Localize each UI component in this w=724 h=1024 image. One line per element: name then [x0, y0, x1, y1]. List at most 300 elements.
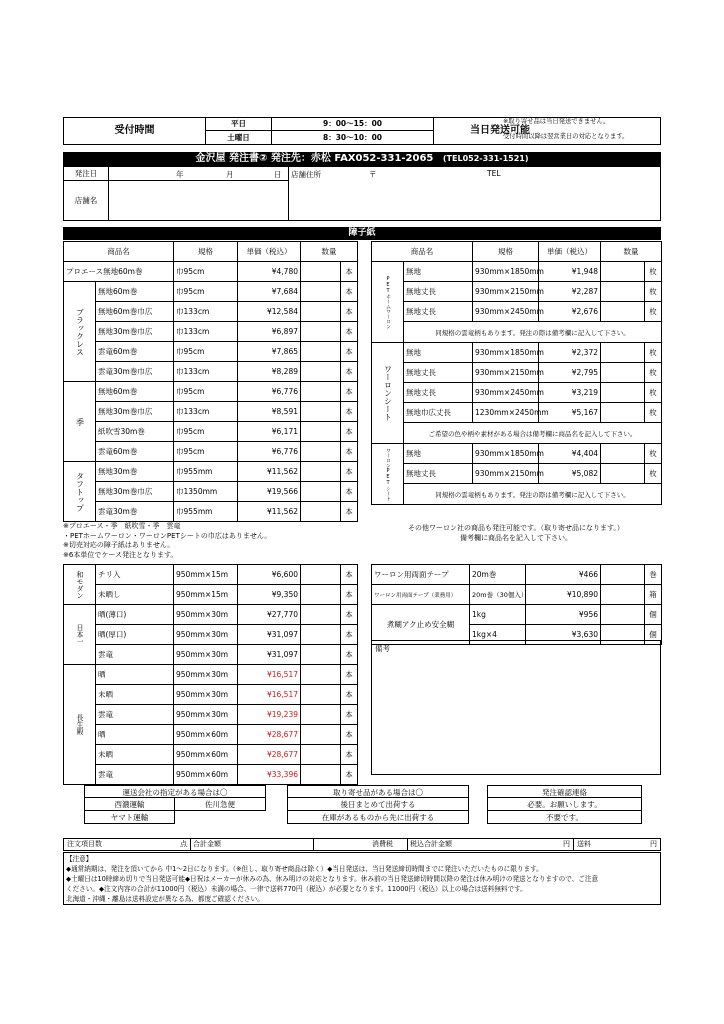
product-price: ¥4,404	[539, 444, 601, 464]
product-price: ¥6,776	[238, 382, 301, 402]
product-spec: 930mm×2150mm	[473, 282, 539, 302]
header-notes	[503, 117, 663, 141]
unit-label: 本	[341, 462, 358, 482]
product-price: ¥5,082	[539, 464, 601, 484]
confirm-option-needed[interactable]: 必要。お願いします。	[487, 798, 642, 811]
product-price: ¥466	[526, 565, 601, 585]
product-spec: 巾95cm	[174, 262, 238, 282]
product-spec: 1kg	[470, 605, 526, 625]
reception-label: 受付時間	[64, 118, 206, 144]
note-line: ※切売対応の障子紙はありません。	[63, 541, 175, 549]
group-label: 和モダン	[64, 565, 96, 605]
product-spec: 950mm×30m	[174, 645, 238, 665]
table-row	[64, 665, 358, 685]
qty-input[interactable]	[301, 342, 341, 362]
qty-input[interactable]	[301, 322, 341, 342]
unit-label: 本	[341, 482, 358, 502]
unit-label: 個	[645, 605, 662, 625]
table-row	[372, 585, 662, 605]
product-name: 無地30m巻	[96, 462, 174, 482]
shipping-label: 送料	[577, 840, 591, 848]
note-line: ※6本単位でケース発注となります。	[63, 550, 178, 559]
unit-label: 本	[341, 705, 358, 725]
qty-input[interactable]	[301, 382, 341, 402]
unit-label: 個	[645, 625, 662, 645]
qty-input[interactable]	[301, 282, 341, 302]
unit-label: 本	[341, 685, 358, 705]
product-spec: 950mm×15m	[174, 585, 238, 605]
product-name: 無地	[404, 444, 473, 464]
product-spec: 20m巻	[470, 565, 526, 585]
unit-label: 本	[341, 502, 358, 522]
product-price: ¥31,097	[238, 625, 301, 645]
table-row	[64, 362, 358, 382]
tax-label: 消費税	[372, 840, 393, 848]
product-price: ¥5,167	[539, 403, 601, 423]
unit-label: 本	[341, 422, 358, 442]
qty-input[interactable]	[301, 625, 341, 645]
confirm-title: 発注確認連絡	[487, 785, 642, 798]
product-name: 晒(厚口)	[96, 625, 174, 645]
product-name: 無地丈長	[404, 383, 473, 403]
table-row	[64, 585, 358, 605]
backorder-option-later[interactable]: 後日まとめて出荷する	[287, 798, 469, 811]
product-price: ¥2,795	[539, 363, 601, 383]
grand-yen: 円	[563, 840, 570, 848]
qty-input[interactable]	[301, 645, 341, 665]
items-count-field[interactable]	[64, 839, 191, 850]
note-line: ※プロエース・季 紙吹雪・季 雲竜	[63, 522, 181, 530]
table-row	[64, 462, 358, 482]
caution-line: ください。◆注文内容の合計が11000円（税込）未満の場合、一律で送料770円（税込）が必要となります。11000円（税込）以上の場合は送料無料です。	[66, 885, 527, 893]
qty-input[interactable]	[301, 585, 341, 605]
product-name: 紙吹雪30m巻	[96, 422, 174, 442]
carrier-option-sagawa[interactable]: 佐川急便	[175, 798, 266, 811]
table-row	[64, 565, 358, 585]
product-price: ¥28,677	[238, 725, 301, 745]
same-day-label: 当日発送可能	[470, 125, 530, 136]
product-name: 雲竜60m巻	[96, 442, 174, 462]
confirm-option-not-needed[interactable]: 不要です。	[487, 811, 642, 824]
product-spec: 930mm×1850mm	[473, 343, 539, 363]
unit-label: 枚	[645, 262, 662, 282]
unit-label: 巻	[645, 565, 662, 585]
product-price: ¥11,562	[238, 462, 301, 482]
table-row	[372, 302, 662, 322]
product-name: 無地丈長	[404, 302, 473, 322]
product-name: 未晒	[96, 685, 174, 705]
unit-label: 本	[341, 302, 358, 322]
table-row	[64, 625, 358, 645]
title-tel: (TEL052-331-1521)	[442, 154, 529, 163]
product-name: 未晒し	[96, 585, 174, 605]
table-row	[64, 282, 358, 302]
table-row	[372, 363, 662, 383]
product-name: 煮糊アク止め安全糊	[372, 605, 470, 645]
table-row	[64, 482, 358, 502]
table-row	[64, 605, 358, 625]
product-price: ¥8,591	[238, 402, 301, 422]
unit-label: 枚	[645, 383, 662, 403]
product-spec: 巾133cm	[174, 322, 238, 342]
product-price: ¥28,677	[238, 745, 301, 765]
product-name: 無地60m巻巾広	[96, 302, 174, 322]
table-row	[372, 605, 662, 625]
group-note: 同規格の雲竜柄もあります。発注の際は備考欄に記入して下さい。	[404, 322, 662, 343]
product-name: 晒	[96, 725, 174, 745]
group-label: ワーロンPETシート	[372, 444, 404, 505]
qty-input[interactable]	[301, 462, 341, 482]
title-bar	[63, 152, 661, 166]
product-price: ¥16,517	[238, 685, 301, 705]
product-name: 無地30m巻巾広	[96, 402, 174, 422]
product-price: ¥2,676	[539, 302, 601, 322]
unit-label: 枚	[645, 363, 662, 383]
fusuma-table	[63, 564, 358, 785]
table-row	[64, 442, 358, 462]
header-price: 単価（税込）	[238, 242, 301, 262]
product-price: ¥3,219	[539, 383, 601, 403]
items-unit: 点	[180, 840, 187, 848]
qty-input[interactable]	[301, 442, 341, 462]
product-spec: 930mm×2450mm	[473, 383, 539, 403]
qty-input[interactable]	[301, 685, 341, 705]
product-spec: 巾955mm	[174, 462, 238, 482]
weekday-label: 平日	[206, 118, 272, 131]
carrier-option-yamato[interactable]: ヤマト運輸	[84, 811, 175, 824]
group-label: 日本一	[64, 605, 96, 665]
unit-label: 箱	[645, 585, 662, 605]
product-name: 無地60m巻	[96, 282, 174, 302]
qty-input[interactable]	[301, 262, 341, 282]
header-qty: 数量	[601, 242, 662, 262]
product-name: 雲竜30m巻巾広	[96, 362, 174, 382]
items-label: 注文項目数	[67, 840, 102, 848]
product-name: 雲竜	[96, 765, 174, 785]
table-row	[372, 383, 662, 403]
product-price: ¥27,770	[238, 605, 301, 625]
unit-label: 枚	[645, 444, 662, 464]
qty-input[interactable]	[301, 745, 341, 765]
product-name: 無地丈長	[404, 464, 473, 484]
backorder-option-stock-first[interactable]: 在庫があるものから先に出荷する	[287, 811, 469, 824]
table-header-row	[372, 242, 662, 262]
unit-label: 枚	[645, 464, 662, 484]
unit-label: 本	[341, 342, 358, 362]
group-label: ワーロンシート	[372, 343, 404, 444]
product-spec: 950mm×30m	[174, 665, 238, 685]
qty-input[interactable]	[301, 725, 341, 745]
product-price: ¥6,776	[238, 442, 301, 462]
remarks-box[interactable]	[371, 640, 661, 775]
product-spec: 930mm×1850mm	[473, 262, 539, 282]
table-row	[372, 464, 662, 484]
qty-input[interactable]	[601, 282, 645, 302]
qty-input[interactable]	[601, 585, 645, 605]
qty-input[interactable]	[301, 502, 341, 522]
unit-label: 枚	[645, 403, 662, 423]
product-name: 無地丈長	[404, 363, 473, 383]
shipping-field[interactable]	[574, 839, 660, 850]
order-info	[63, 166, 661, 221]
qty-input[interactable]	[301, 482, 341, 502]
qty-input[interactable]	[301, 765, 341, 785]
table-row	[64, 765, 358, 785]
table-row	[64, 705, 358, 725]
product-name: 無地巾広丈長	[404, 403, 473, 423]
shoji-right-note-1: その他ワーロン社の商品も発注可能です。（取り寄せ品になります。）	[408, 524, 624, 532]
shoji-left-notes	[63, 522, 363, 560]
table-row	[64, 422, 358, 442]
unit-label: 枚	[645, 343, 662, 363]
unit-label: 本	[341, 262, 358, 282]
table-row	[64, 645, 358, 665]
qty-input[interactable]	[601, 464, 645, 484]
product-name: 雲竜	[96, 645, 174, 665]
qty-input[interactable]	[601, 302, 645, 322]
qty-input[interactable]	[601, 605, 645, 625]
note-line: ・PETホームワーロン・ワーロンPETシートの巾広はありません。	[63, 531, 272, 540]
product-price: ¥12,584	[238, 302, 301, 322]
product-price: ¥7,865	[238, 342, 301, 362]
product-price: ¥6,600	[238, 565, 301, 585]
unit-label: 本	[341, 665, 358, 685]
product-price: ¥6,171	[238, 422, 301, 442]
product-name: 晒	[96, 665, 174, 685]
total-label: 合計金額	[193, 840, 221, 848]
product-spec: 950mm×15m	[174, 565, 238, 585]
group-label: タフトップ	[64, 462, 96, 522]
caution-line: ◆土曜日は10時締め切りで当日発送可能◆日祝はメーカーが休みの為、休み明けの対応となります。休み前の当日発送締切時間以降の発注は休み明けの発送となりますので、ご注意	[66, 875, 599, 883]
unit-label: 本	[341, 605, 358, 625]
product-spec: 950mm×30m	[174, 705, 238, 725]
product-spec: 巾95cm	[174, 282, 238, 302]
product-spec: 巾133cm	[174, 302, 238, 322]
order-date-label: 発注日	[64, 167, 109, 181]
product-name: 雲竜	[96, 705, 174, 725]
shoji-left-table	[63, 241, 358, 522]
backorder-box	[287, 785, 469, 824]
product-price: ¥8,289	[238, 362, 301, 382]
shoji-section-header: 障子紙	[63, 227, 661, 240]
qty-input[interactable]	[301, 422, 341, 442]
table-row	[372, 343, 662, 363]
unit-label: 本	[341, 725, 358, 745]
product-spec: 930mm×1850mm	[473, 444, 539, 464]
product-price: ¥31,097	[238, 645, 301, 665]
shipping-yen: 円	[650, 840, 657, 848]
caution-line: ◆通常納期は、発注を頂いてから 中1〜2日になります。（※但し、取り寄せ商品は除く）◆当日発送は、当日発送締切時間までに発注いただいたものに限ります。	[66, 865, 543, 873]
product-spec: 930mm×2450mm	[473, 302, 539, 322]
month-label: 月	[226, 170, 234, 179]
address-field[interactable]	[289, 167, 660, 220]
header-spec: 規格	[473, 242, 539, 262]
day-label: 日	[274, 170, 282, 179]
grand-label: 税込合計金額	[410, 840, 452, 848]
header-note-1: ※取り寄せ品は当日発送できません。	[503, 118, 610, 125]
product-name: プロエース無地60m巻	[64, 262, 174, 282]
table-row	[64, 402, 358, 422]
shoji-right-note-2: 備考欄に商品名を記入して下さい。	[460, 533, 572, 542]
product-price: ¥4,780	[238, 262, 301, 282]
product-price: ¥9,350	[238, 585, 301, 605]
product-price: ¥6,897	[238, 322, 301, 342]
product-spec: 巾955mm	[174, 502, 238, 522]
table-row	[64, 302, 358, 322]
product-name: ワーロン用両面テープ（業務用）	[372, 585, 470, 605]
weekday-hours: 9：00〜15：00	[272, 118, 434, 131]
unit-label: 本	[341, 765, 358, 785]
tel-label: TEL	[487, 169, 501, 178]
table-row	[64, 262, 358, 282]
qty-input[interactable]	[601, 444, 645, 464]
product-name: チリ入	[96, 565, 174, 585]
product-spec: 950mm×30m	[174, 625, 238, 645]
qty-input[interactable]	[301, 362, 341, 382]
product-name: 無地30m巻巾広	[96, 482, 174, 502]
product-spec: 巾95cm	[174, 342, 238, 362]
table-row	[64, 342, 358, 362]
product-name: ワーロン用両面テープ	[372, 565, 470, 585]
caution-line: 北海道・沖縄・離島は送料設定が異なる為、都度ご確認ください。	[66, 895, 264, 903]
caution-notes	[63, 852, 661, 905]
product-spec: 950mm×60m	[174, 725, 238, 745]
unit-label: 本	[341, 745, 358, 765]
address-label: 店舗住所	[291, 170, 321, 179]
tape-table	[371, 564, 662, 645]
group-note: ご希望の色や柄や素材がある場合は備考欄に商品名を記入して下さい。	[404, 423, 662, 444]
group-note-row	[372, 484, 662, 505]
product-price: ¥956	[526, 605, 601, 625]
header-note-2: 受付時間以降は翌営業日の対応となります。	[503, 133, 629, 140]
product-price: ¥19,566	[238, 482, 301, 502]
carrier-option-seino[interactable]: 西濃運輸	[84, 798, 175, 811]
saturday-label: 土曜日	[206, 131, 272, 144]
product-price: ¥19,239	[238, 705, 301, 725]
table-row	[64, 745, 358, 765]
product-name: 無地	[404, 262, 473, 282]
product-spec: 950mm×30m	[174, 605, 238, 625]
product-spec: 巾133cm	[174, 362, 238, 382]
product-spec: 950mm×60m	[174, 765, 238, 785]
remarks-label: 備考	[375, 644, 390, 653]
header-spec: 規格	[174, 242, 238, 262]
product-price: ¥2,372	[539, 343, 601, 363]
shoji-right-notes	[371, 524, 661, 543]
group-note-row	[372, 322, 662, 343]
product-spec: 1230mm×2450mm	[473, 403, 539, 423]
unit-label: 本	[341, 282, 358, 302]
table-row	[64, 725, 358, 745]
shoji-right-table	[371, 241, 662, 505]
table-row	[64, 502, 358, 522]
qty-input[interactable]	[301, 402, 341, 422]
product-price: ¥1,948	[539, 262, 601, 282]
qty-input[interactable]	[601, 262, 645, 282]
product-spec: 巾95cm	[174, 422, 238, 442]
table-row	[372, 262, 662, 282]
saturday-hours: 8：30〜10：00	[272, 131, 434, 144]
qty-input[interactable]	[601, 363, 645, 383]
table-row	[372, 282, 662, 302]
confirm-box	[487, 785, 642, 824]
unit-label: 本	[341, 402, 358, 422]
product-price: ¥33,396	[238, 765, 301, 785]
product-spec: 1kg×4	[470, 625, 526, 645]
unit-label: 本	[341, 565, 358, 585]
product-price: ¥10,890	[526, 585, 601, 605]
unit-label: 本	[341, 322, 358, 342]
backorder-title: 取り寄せ品がある場合は〇	[287, 785, 469, 798]
product-spec: 巾133cm	[174, 402, 238, 422]
product-price: ¥3,630	[526, 625, 601, 645]
product-price: ¥11,562	[238, 502, 301, 522]
order-date-field[interactable]	[109, 167, 289, 181]
unit-label: 本	[341, 442, 358, 462]
product-price: ¥16,517	[238, 665, 301, 685]
grand-total-field[interactable]	[408, 839, 574, 850]
product-spec: 930mm×2150mm	[473, 464, 539, 484]
header-qty: 数量	[301, 242, 358, 262]
table-row	[372, 403, 662, 423]
header-name: 商品名	[64, 242, 174, 262]
product-name: 無地30m巻巾広	[96, 322, 174, 342]
product-spec: 950mm×30m	[174, 685, 238, 705]
product-price: ¥7,684	[238, 282, 301, 302]
group-label: PETホームワーロン	[372, 262, 404, 343]
qty-input[interactable]	[601, 343, 645, 363]
product-spec: 930mm×2150mm	[473, 363, 539, 383]
qty-input[interactable]	[301, 605, 341, 625]
table-row	[64, 322, 358, 342]
group-label: ブラックレス	[64, 282, 96, 382]
postal-label: 〒	[369, 170, 377, 179]
product-name: 無地	[404, 343, 473, 363]
product-name: 未晒	[96, 745, 174, 765]
product-name: 晒(薄口)	[96, 605, 174, 625]
table-row	[372, 565, 662, 585]
product-spec: 950mm×60m	[174, 745, 238, 765]
product-spec: 20m巻（30個入）	[470, 585, 526, 605]
qty-input[interactable]	[301, 302, 341, 322]
product-spec: 巾95cm	[174, 442, 238, 462]
store-field[interactable]	[109, 181, 289, 220]
group-note: 同規格の雲竜柄もあります。発注の際は備考欄に記入して下さい。	[404, 484, 662, 505]
unit-label: 枚	[645, 282, 662, 302]
qty-input[interactable]	[301, 565, 341, 585]
carrier-title: 運送会社の指定がある場合は〇	[84, 785, 266, 798]
unit-label: 本	[341, 625, 358, 645]
caution-title: 【注意】	[66, 855, 93, 863]
product-spec: 巾1350mm	[174, 482, 238, 502]
year-label: 年	[176, 170, 184, 179]
group-label: 季	[64, 382, 96, 462]
total-field[interactable]	[191, 839, 314, 850]
table-row	[64, 382, 358, 402]
qty-input[interactable]	[301, 705, 341, 725]
table-row	[372, 444, 662, 464]
product-name: 無地丈長	[404, 282, 473, 302]
qty-input[interactable]	[601, 403, 645, 423]
totals-row	[63, 838, 661, 851]
table-row	[64, 685, 358, 705]
qty-input[interactable]	[601, 383, 645, 403]
qty-input[interactable]	[301, 665, 341, 685]
header-name: 商品名	[372, 242, 473, 262]
store-label: 店舗名	[64, 181, 109, 220]
tax-field[interactable]	[314, 839, 408, 850]
qty-input[interactable]	[601, 565, 645, 585]
